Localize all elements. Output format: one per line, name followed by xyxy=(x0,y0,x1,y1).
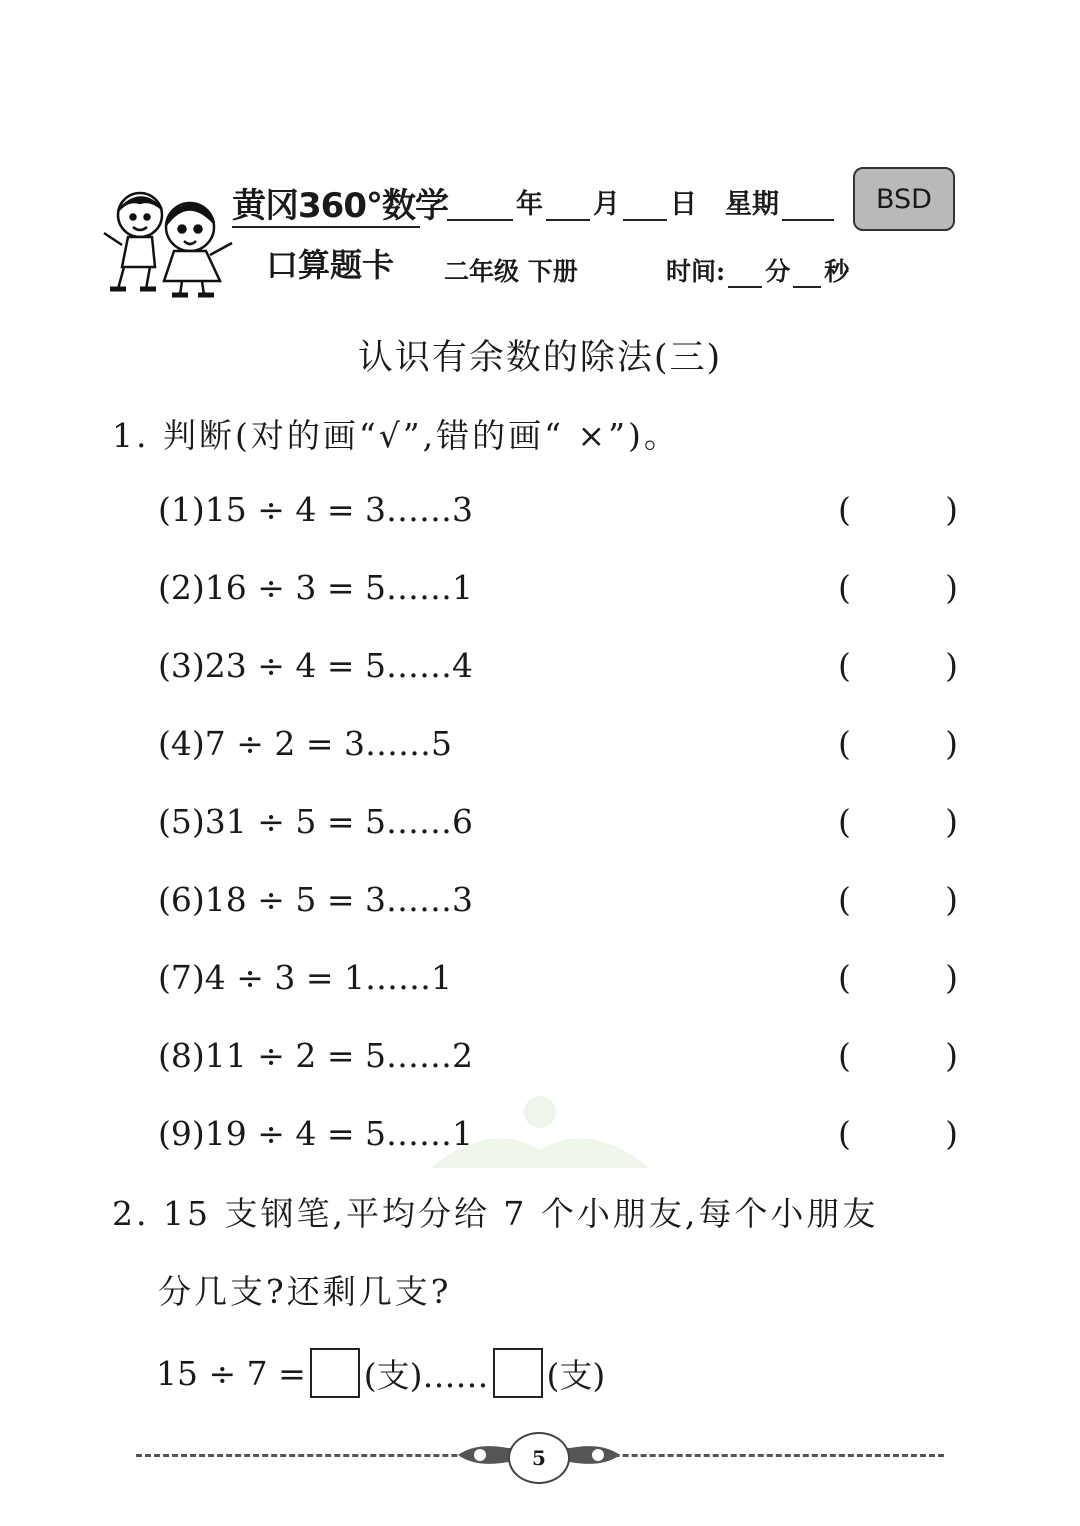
judge-item-8: (8)11 ÷ 2 = 5……2 xyxy=(158,1036,473,1075)
judge-item-1: (1)15 ÷ 4 = 3……3 xyxy=(158,490,473,529)
answer-slot-5[interactable]: ( ) xyxy=(838,802,958,841)
weekday-label: 星期 xyxy=(725,189,779,220)
answer-slot-4[interactable]: ( ) xyxy=(838,724,958,763)
answer-slot-1[interactable]: ( ) xyxy=(838,490,958,529)
answer-slot-7[interactable]: ( ) xyxy=(838,958,958,997)
year-label: 年 xyxy=(516,189,543,220)
answer-slot-9[interactable]: ( ) xyxy=(838,1114,958,1153)
brand-title: 黄冈360°数学 xyxy=(232,186,448,226)
year-blank[interactable] xyxy=(447,193,513,221)
minute-label: 分 xyxy=(765,257,791,286)
judge-item-2: (2)16 ÷ 3 = 5……1 xyxy=(158,568,473,607)
question2-text-continued: 分几支?还剩几支? xyxy=(158,1272,452,1311)
grade-label: 二年级 下册 xyxy=(444,257,578,286)
time-line xyxy=(666,252,849,288)
answer-slot-8[interactable]: ( ) xyxy=(838,1036,958,1075)
brand-subtitle: 口算题卡 xyxy=(266,246,395,284)
judge-item-4: (4)7 ÷ 2 = 3……5 xyxy=(158,724,452,763)
month-blank[interactable] xyxy=(546,193,590,221)
kids-mascot-illustration xyxy=(100,185,240,300)
day-label: 日 xyxy=(670,189,697,220)
lesson-title: 认识有余数的除法(三) xyxy=(357,338,723,378)
judge-item-5: (5)31 ÷ 5 = 5……6 xyxy=(158,802,473,841)
judge-item-3: (3)23 ÷ 4 = 5……4 xyxy=(158,646,473,685)
remainder-answer-box[interactable] xyxy=(493,1348,543,1398)
month-label: 月 xyxy=(593,189,620,220)
day-blank[interactable] xyxy=(623,193,667,221)
answer-slot-6[interactable]: ( ) xyxy=(838,880,958,919)
quotient-answer-box[interactable] xyxy=(310,1348,360,1398)
unit-quotient: (支)…… xyxy=(363,1355,489,1395)
question1-heading: 1. 判断(对的画“√”,错的画“ ×”)。 xyxy=(112,416,680,455)
answer-slot-2[interactable]: ( ) xyxy=(838,568,958,607)
unit-remainder: (支) xyxy=(546,1355,606,1395)
judge-item-6: (6)18 ÷ 5 = 3……3 xyxy=(158,880,473,919)
judge-item-9: (9)19 ÷ 4 = 5……1 xyxy=(158,1114,473,1153)
weekday-blank[interactable] xyxy=(782,193,834,221)
second-label: 秒 xyxy=(824,257,850,286)
minute-blank[interactable] xyxy=(728,260,762,288)
formula-lhs: 15 ÷ 7 = xyxy=(156,1353,306,1393)
judge-item-7: (7)4 ÷ 3 = 1……1 xyxy=(158,958,452,997)
edition-badge: BSD xyxy=(853,167,955,231)
brand-divider xyxy=(232,226,420,228)
page-number: 5 xyxy=(508,1432,570,1484)
answer-slot-3[interactable]: ( ) xyxy=(838,646,958,685)
division-formula xyxy=(156,1348,605,1398)
time-label: 时间: xyxy=(666,257,726,286)
second-blank[interactable] xyxy=(793,260,821,288)
date-line xyxy=(444,182,837,221)
question2-text: 2. 15 支钢笔,平均分给 7 个小朋友,每个小朋友 xyxy=(112,1194,879,1233)
